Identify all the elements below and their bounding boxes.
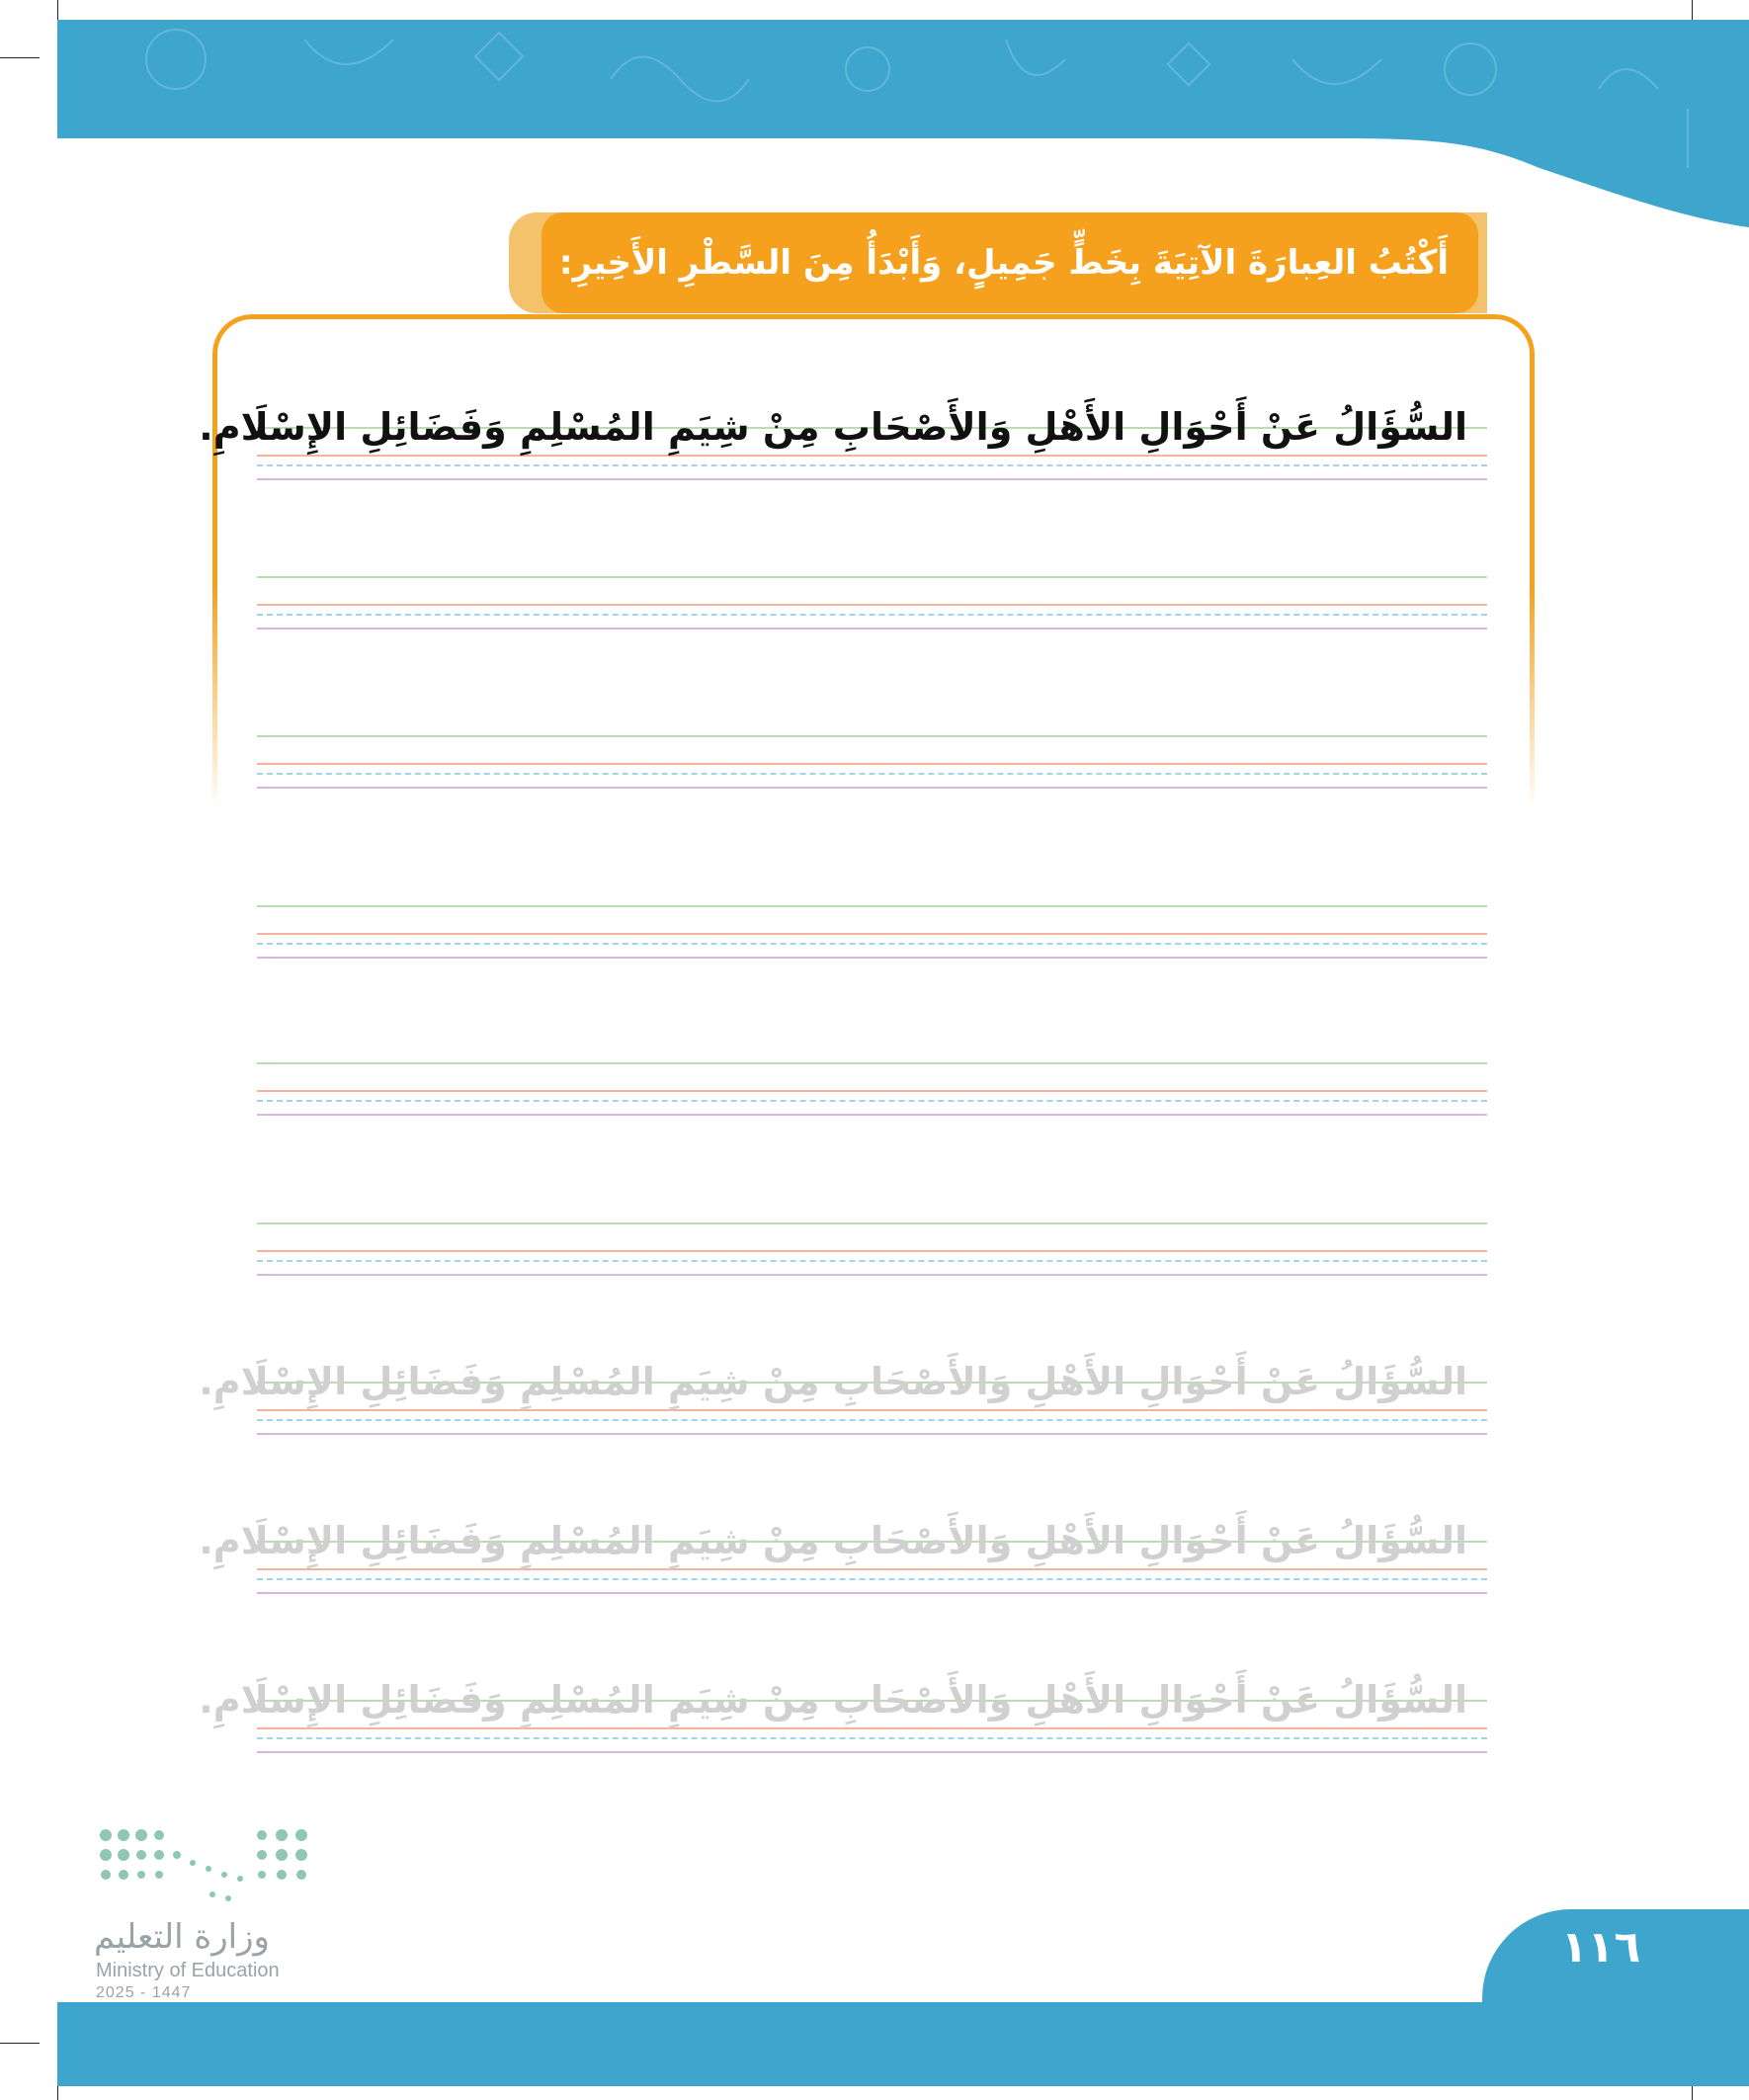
trace-sentence: السُّؤَالُ عَنْ أَحْوَالِ الأَهْلِ وَالأَصْحَابِ مِنْ شِيَمِ المُسْلِمِ وَفَضَائِلِ الإِسْلَامِ. (199, 1360, 1467, 1403)
instruction-header (541, 212, 1478, 313)
writing-row-trace[interactable] (199, 1678, 1487, 1759)
trace-sentence: السُّؤَالُ عَنْ أَحْوَالِ الأَهْلِ وَالأَصْحَابِ مِنْ شِيَمِ المُسْلِمِ وَفَضَائِلِ الإِسْلَامِ. (199, 1678, 1467, 1722)
writing-frame (212, 314, 1535, 808)
crop-mark (0, 57, 40, 58)
edition-year: 2025 - 1447 (96, 1984, 192, 2001)
instruction-text: أَكْتُبُ العِبارَةَ الآتِيَةَ بِخَطٍّ جَمِيلٍ، وَأَبْدَأُ مِنَ السَّطْرِ الأَخِيرِ: (558, 243, 1449, 283)
crop-mark (0, 2043, 40, 2044)
writing-row-blank[interactable] (257, 735, 1487, 795)
model-sentence: السُّؤَالُ عَنْ أَحْوَالِ الأَهْلِ وَالأَصْحَابِ مِنْ شِيَمِ المُسْلِمِ وَفَضَائِلِ الإِسْلَامِ. (199, 405, 1467, 449)
writing-row-blank[interactable] (257, 1222, 1487, 1282)
ministry-logo-icon (94, 1823, 321, 1922)
ministry-name-arabic: وزارة التعليم (94, 1917, 270, 1957)
trace-sentence: السُّؤَالُ عَنْ أَحْوَالِ الأَهْلِ وَالأَصْحَابِ مِنْ شِيَمِ المُسْلِمِ وَفَضَائِلِ الإِسْلَامِ. (199, 1519, 1467, 1562)
ministry-name-english: Ministry of Education (96, 1960, 280, 1981)
writing-row-model (199, 405, 1487, 486)
footer-band (57, 2002, 1749, 2086)
top-banner (57, 20, 1749, 227)
writing-row-blank[interactable] (257, 1062, 1487, 1122)
writing-row-trace[interactable] (199, 1519, 1487, 1600)
writing-row-trace[interactable] (199, 1360, 1487, 1441)
page-number: ١١٦ (1560, 1922, 1641, 1973)
writing-row-blank[interactable] (257, 576, 1487, 635)
writing-row-blank[interactable] (257, 905, 1487, 965)
